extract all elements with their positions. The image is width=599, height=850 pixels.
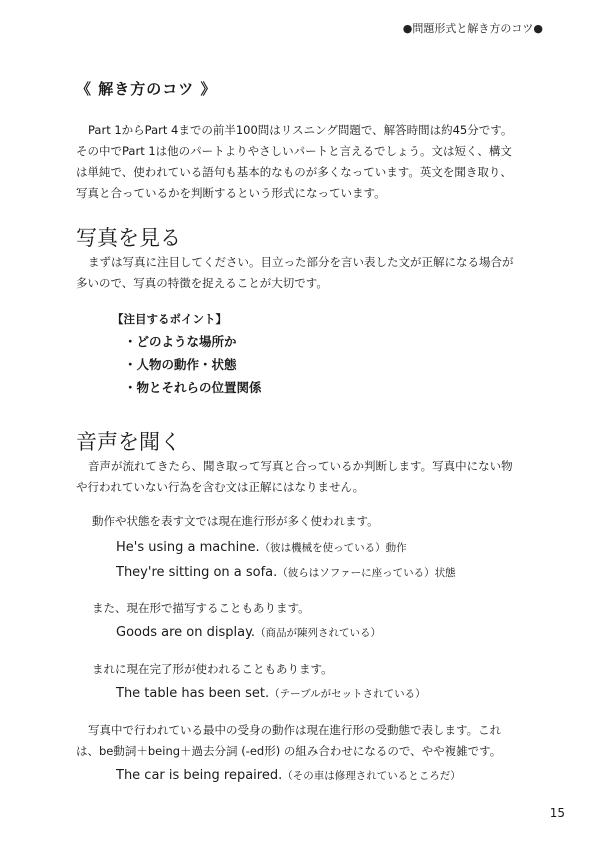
point-item: ・人物の動作・状態 [124, 357, 237, 372]
passive-line: 写真中で行われている最中の受身の動作は現在進行形の受動態で表します。これ [88, 723, 502, 737]
example-sentence [116, 686, 426, 701]
example-translation: （テーブルがセットされている） [269, 688, 426, 700]
heading-photo: 写真を見る [76, 226, 181, 250]
passive-line: は、be動詞＋being＋過去分詞 (-ed形) の組み合わせになるので、やや複雑です。 [76, 744, 502, 758]
perfect-note: まれに現在完了形が使われることもあります。 [92, 662, 333, 676]
passive-paragraph [76, 720, 536, 762]
present-note: また、現在形で描写することもあります。 [92, 601, 310, 615]
photo-line: 多いので、写真の特徴を捉えることが大切です。 [76, 276, 328, 290]
audio-paragraph [76, 456, 536, 498]
example-english: He's using a machine. [116, 540, 260, 555]
point-item: ・どのような場所か [124, 334, 237, 349]
page-number: 15 [549, 806, 565, 820]
example-translation: （その車は修理されているところだ） [282, 770, 461, 782]
example-sentence [116, 540, 407, 555]
example-english: The car is being repaired. [116, 768, 283, 783]
example-sentence [116, 768, 461, 783]
example-english: Goods are on display. [116, 625, 256, 640]
intro-paragraph [76, 120, 536, 204]
audio-line: や行われていない行為を含む文は正解にはなりません。 [76, 480, 365, 494]
photo-paragraph [76, 252, 536, 294]
point-item: ・物とそれらの位置関係 [124, 380, 262, 395]
audio-line: 音声が流れてきたら、聞き取って写真と合っているか判断します。写真中にない物 [88, 459, 513, 473]
running-header: ●問題形式と解き方のコツ● [402, 22, 543, 35]
intro-line: 写真と合っているかを判断するという形式になっています。 [76, 186, 386, 200]
example-translation: （彼らはソファーに座っている）状態 [277, 567, 456, 579]
example-english: They're sitting on a sofa. [116, 565, 278, 580]
example-sentence [116, 565, 456, 580]
intro-line: その中でPart 1は他のパートよりやさしいパートと言えるでしょう。文は短く、構文 [76, 144, 512, 158]
progressive-note: 動作や状態を表す文では現在進行形が多く使われます。 [92, 514, 379, 528]
intro-line: は単純で、使われている語句も基本的なものが多くなっています。英文を聞き取り、 [76, 165, 512, 179]
section-title: 《 解き方のコツ 》 [76, 80, 217, 98]
points-title: 【注目するポイント】 [112, 312, 227, 326]
photo-line: まずは写真に注目してください。目立った部分を言い表した文が正解になる場合が [88, 255, 514, 269]
example-translation: （彼は機械を使っている）動作 [259, 542, 407, 554]
example-sentence [116, 625, 381, 640]
heading-audio: 音声を聞く [76, 430, 181, 454]
intro-line: Part 1からPart 4までの前半100問はリスニング問題で、解答時間は約45分です。 [88, 123, 513, 137]
example-translation: （商品が陳列されている） [255, 627, 382, 639]
example-english: The table has been set. [116, 686, 270, 701]
